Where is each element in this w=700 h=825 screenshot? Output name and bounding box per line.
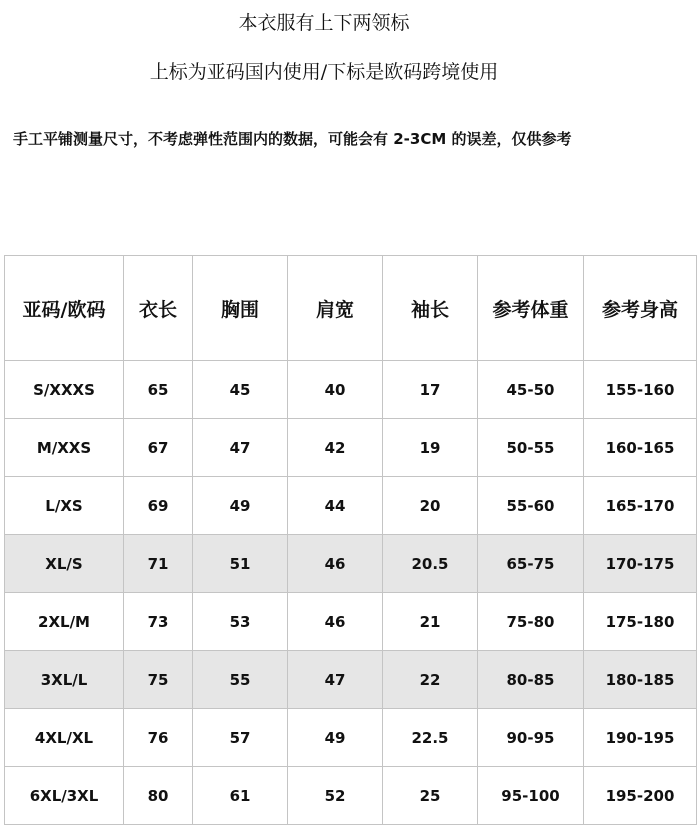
cell-sleeve: 21	[383, 593, 478, 651]
cell-chest: 51	[193, 535, 288, 593]
cell-shoulder: 52	[288, 767, 383, 825]
cell-weight: 65-75	[478, 535, 584, 593]
cell-weight: 50-55	[478, 419, 584, 477]
table-row	[5, 767, 697, 825]
cell-sleeve: 22	[383, 651, 478, 709]
cell-chest: 57	[193, 709, 288, 767]
cell-chest: 53	[193, 593, 288, 651]
cell-weight: 90-95	[478, 709, 584, 767]
cell-height: 155-160	[584, 361, 697, 419]
header-sleeve: 袖长	[383, 256, 478, 361]
cell-chest: 45	[193, 361, 288, 419]
table-row	[5, 477, 697, 535]
cell-size: 4XL/XL	[5, 709, 124, 767]
cell-shoulder: 46	[288, 593, 383, 651]
cell-size: S/XXXS	[5, 361, 124, 419]
measurement-note: 手工平铺测量尺寸，不考虑弹性范围内的数据，可能会有 2-3CM 的误差，仅供参考	[13, 130, 572, 148]
title-line-2: 上标为亚码国内使用/下标是欧码跨境使用	[149, 61, 499, 83]
cell-length: 73	[124, 593, 193, 651]
header-size: 亚码/欧码	[5, 256, 124, 361]
cell-length: 67	[124, 419, 193, 477]
cell-length: 76	[124, 709, 193, 767]
header-length: 衣长	[124, 256, 193, 361]
table-header-row	[5, 256, 697, 361]
cell-weight: 55-60	[478, 477, 584, 535]
cell-size: 6XL/3XL	[5, 767, 124, 825]
cell-weight: 75-80	[478, 593, 584, 651]
header-height: 参考身高	[584, 256, 697, 361]
cell-height: 160-165	[584, 419, 697, 477]
cell-sleeve: 22.5	[383, 709, 478, 767]
cell-length: 65	[124, 361, 193, 419]
cell-size: 2XL/M	[5, 593, 124, 651]
cell-length: 75	[124, 651, 193, 709]
cell-sleeve: 25	[383, 767, 478, 825]
header-shoulder: 肩宽	[288, 256, 383, 361]
cell-height: 180-185	[584, 651, 697, 709]
cell-shoulder: 47	[288, 651, 383, 709]
cell-sleeve: 19	[383, 419, 478, 477]
cell-chest: 47	[193, 419, 288, 477]
cell-shoulder: 49	[288, 709, 383, 767]
cell-weight: 45-50	[478, 361, 584, 419]
cell-height: 175-180	[584, 593, 697, 651]
cell-length: 71	[124, 535, 193, 593]
table-row	[5, 593, 697, 651]
header-weight: 参考体重	[478, 256, 584, 361]
cell-weight: 80-85	[478, 651, 584, 709]
cell-chest: 55	[193, 651, 288, 709]
cell-size: XL/S	[5, 535, 124, 593]
title-line-1: 本衣服有上下两领标	[238, 12, 410, 34]
cell-sleeve: 20.5	[383, 535, 478, 593]
table-row	[5, 361, 697, 419]
cell-height: 190-195	[584, 709, 697, 767]
cell-size: M/XXS	[5, 419, 124, 477]
cell-chest: 61	[193, 767, 288, 825]
cell-size: 3XL/L	[5, 651, 124, 709]
size-chart-table	[4, 255, 697, 825]
cell-shoulder: 40	[288, 361, 383, 419]
cell-size: L/XS	[5, 477, 124, 535]
header-chest: 胸围	[193, 256, 288, 361]
cell-weight: 95-100	[478, 767, 584, 825]
cell-height: 195-200	[584, 767, 697, 825]
table-row-highlighted	[5, 535, 697, 593]
cell-length: 69	[124, 477, 193, 535]
cell-height: 170-175	[584, 535, 697, 593]
cell-sleeve: 20	[383, 477, 478, 535]
cell-sleeve: 17	[383, 361, 478, 419]
table-row	[5, 419, 697, 477]
cell-shoulder: 46	[288, 535, 383, 593]
cell-length: 80	[124, 767, 193, 825]
cell-shoulder: 44	[288, 477, 383, 535]
cell-height: 165-170	[584, 477, 697, 535]
cell-shoulder: 42	[288, 419, 383, 477]
cell-chest: 49	[193, 477, 288, 535]
table-row	[5, 709, 697, 767]
table-row-highlighted	[5, 651, 697, 709]
